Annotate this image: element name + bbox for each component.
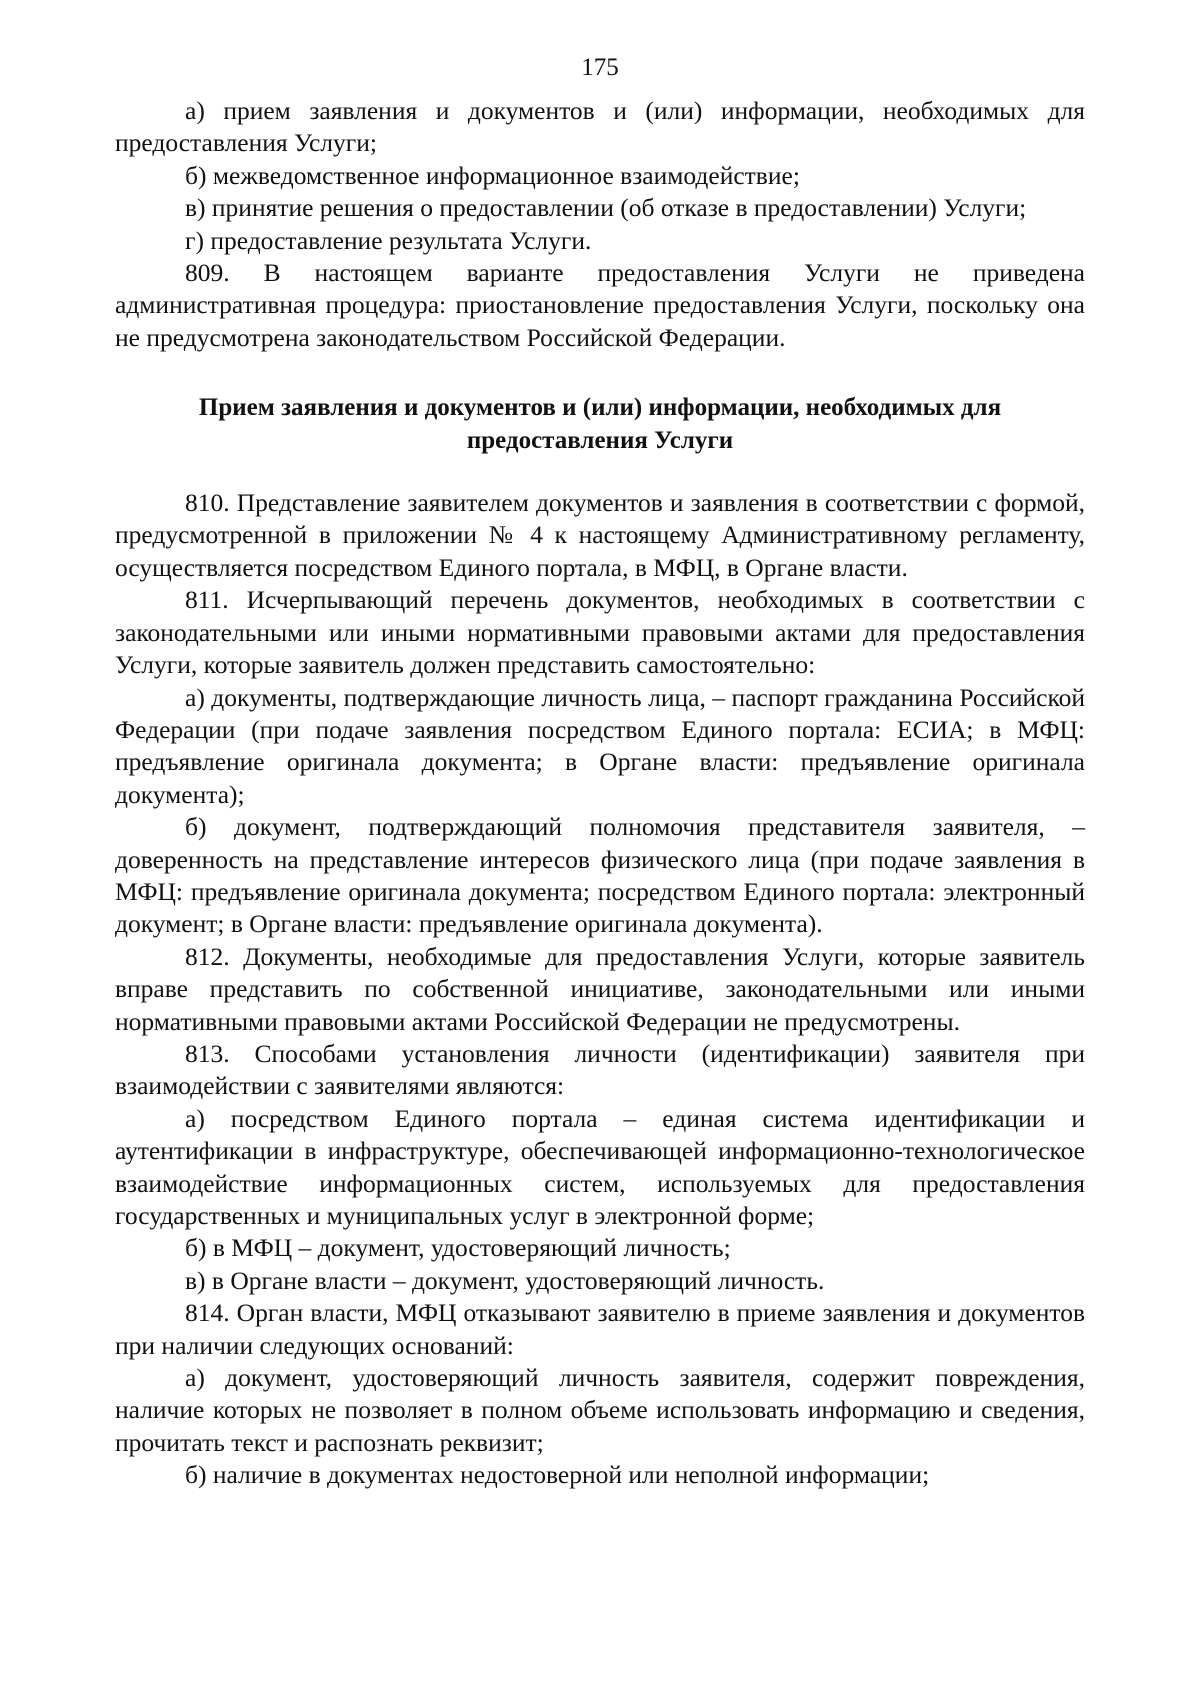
paragraph: 809. В настоящем варианте предоставления Услуги не приведена административная процедура: приостановление предоставления Услуги, поскольку она не предусмотрена законодательством Российской Федерации. <box>115 258 1085 352</box>
paragraph: б) в МФЦ – документ, удостоверяющий личность; <box>185 1233 731 1263</box>
paragraph: в) принятие решения о предоставлении (об отказе в предоставлении) Услуги; <box>185 193 1027 223</box>
page-number: 175 <box>581 54 619 81</box>
paragraph: 810. Представление заявителем документов и заявления в соответствии с формой, предусмотренной в приложении № 4 к настоящему Административному регламенту, осуществляется посредством Единого портала, в МФЦ, в Органе власти. <box>115 488 1085 582</box>
paragraph: 812. Документы, необходимые для предоставления Услуги, которые заявитель вправе представить по собственной инициативе, законодательными или иными нормативными правовыми актами Российской Федерации не предусмотрены. <box>115 941 1085 1036</box>
paragraph: а) документ, удостоверяющий личность заявителя, содержит повреждения, наличие которых не позволяет в полном объеме использовать информацию и сведения, прочитать текст и распознать реквизит; <box>115 1363 1085 1457</box>
section-heading: Прием заявления и документов и (или) информации, необходимых для предоставления Услуги <box>198 394 1002 454</box>
paragraph: 814. Орган власти, МФЦ отказывают заявителю в приеме заявления и документов при наличии следующих оснований: <box>115 1298 1085 1360</box>
paragraph: а) прием заявления и документов и (или) информации, необходимых для предоставления Услуги; <box>115 96 1085 158</box>
paragraph: а) документы, подтверждающие личность лица, – паспорт гражданина Российской Федерации (при подаче заявления посредством Единого портала: ЕСИА; в МФЦ: предъявление оригинала документа; в Органе власти: предъявление оригинала документа); <box>115 682 1085 809</box>
paragraph: в) в Органе власти – документ, удостоверяющий личность. <box>185 1265 825 1295</box>
paragraph: б) межведомственное информационное взаимодействие; <box>185 160 800 190</box>
paragraph: 811. Исчерпывающий перечень документов, необходимых в соответствии с законодательными или иными нормативными правовыми актами для предоставления Услуги, которые заявитель должен представить самостоятельно: <box>115 585 1085 680</box>
paragraph: 813. Способами установления личности (идентификации) заявителя при взаимодействии с заявителями являются: <box>115 1038 1085 1101</box>
paragraph: а) посредством Единого портала – единая система идентификации и аутентификации в инфраструктуре, обеспечивающей информационно-технологическое взаимодействие информационных систем, используемых для предоставления государственных и муниципальных услуг в электронной форме; <box>115 1103 1085 1230</box>
paragraph: г) предоставление результата Услуги. <box>185 225 592 255</box>
document-body <box>115 95 1085 1492</box>
paragraph: б) наличие в документах недостоверной или неполной информации; <box>185 1460 930 1490</box>
paragraph: б) документ, подтверждающий полномочия представителя заявителя, – доверенность на представление интересов физического лица (при подаче заявления в МФЦ: предъявление оригинала документа; посредством Единого портала: электронный документ; в Органе власти: предъявление оригинала документа). <box>115 812 1085 939</box>
